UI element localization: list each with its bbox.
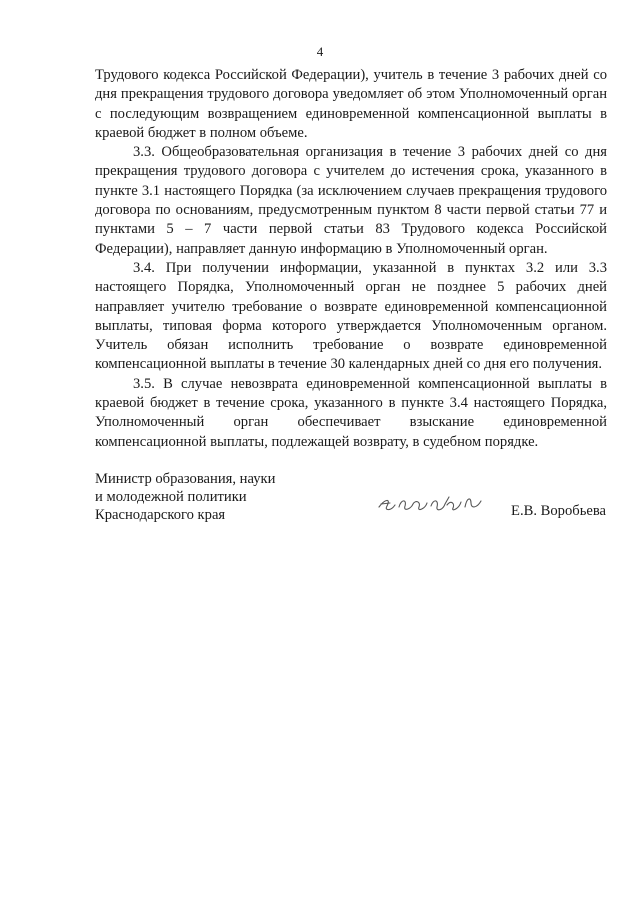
document-body	[95, 66, 607, 452]
page-number: 4	[316, 44, 324, 59]
paragraph-continuation: Трудового кодекса Российской Федерации), учитель в течение 3 рабочих дней со дня прекращения трудового договора уведомляет об этом Уполномоченный орган с последующим возвращением единовременной компенсационной выплаты в краевой бюджет в полном объеме.	[95, 67, 607, 141]
paragraph-3-5: 3.5. В случае невозврата единовременной компенсационной выплаты в краевой бюджет в течение срока, указанного в пункте 3.4 настоящего Порядка, Уполномоченный орган обеспечивает взыскание единовременной компенсационной выплаты, подлежащей возврату, в судебном порядке.	[95, 375, 607, 450]
handwritten-signature	[375, 487, 485, 519]
paragraph-3-3: 3.3. Общеобразовательная организация в течение 3 рабочих дней со дня прекращения трудового договора с учителем до истечения срока, указанного в пункте 3.1 настоящего Порядка (за исключением случаев прекращения трудового договора по основаниям, предусмотренным пунктом 8 части первой статьи 77 и пунктами 5 – 7 части первой статьи 83 Трудового кодекса Российской Федерации), направляет данную информацию в Уполномоченный орган.	[95, 144, 607, 257]
signer-position-line-2: и молодежной политики	[95, 489, 247, 505]
signer-position-line-3: Краснодарского края	[95, 507, 226, 523]
signer-name: Е.В. Воробьева	[511, 503, 606, 519]
paragraph-3-4: 3.4. При получении информации, указанной в пунктах 3.2 или 3.3 настоящего Порядка, Уполномоченный орган не позднее 5 рабочих дней направляет учителю требование о возврате единовременной компенсационной выплаты, типовая форма которого утверждается Уполномоченным органом. Учитель обязан исполнить требование о возврате единовременной компенсационной выплаты в течение 30 календарных дней со дня его получения.	[95, 259, 607, 373]
signer-position-line-1: Министр образования, науки	[95, 471, 276, 487]
